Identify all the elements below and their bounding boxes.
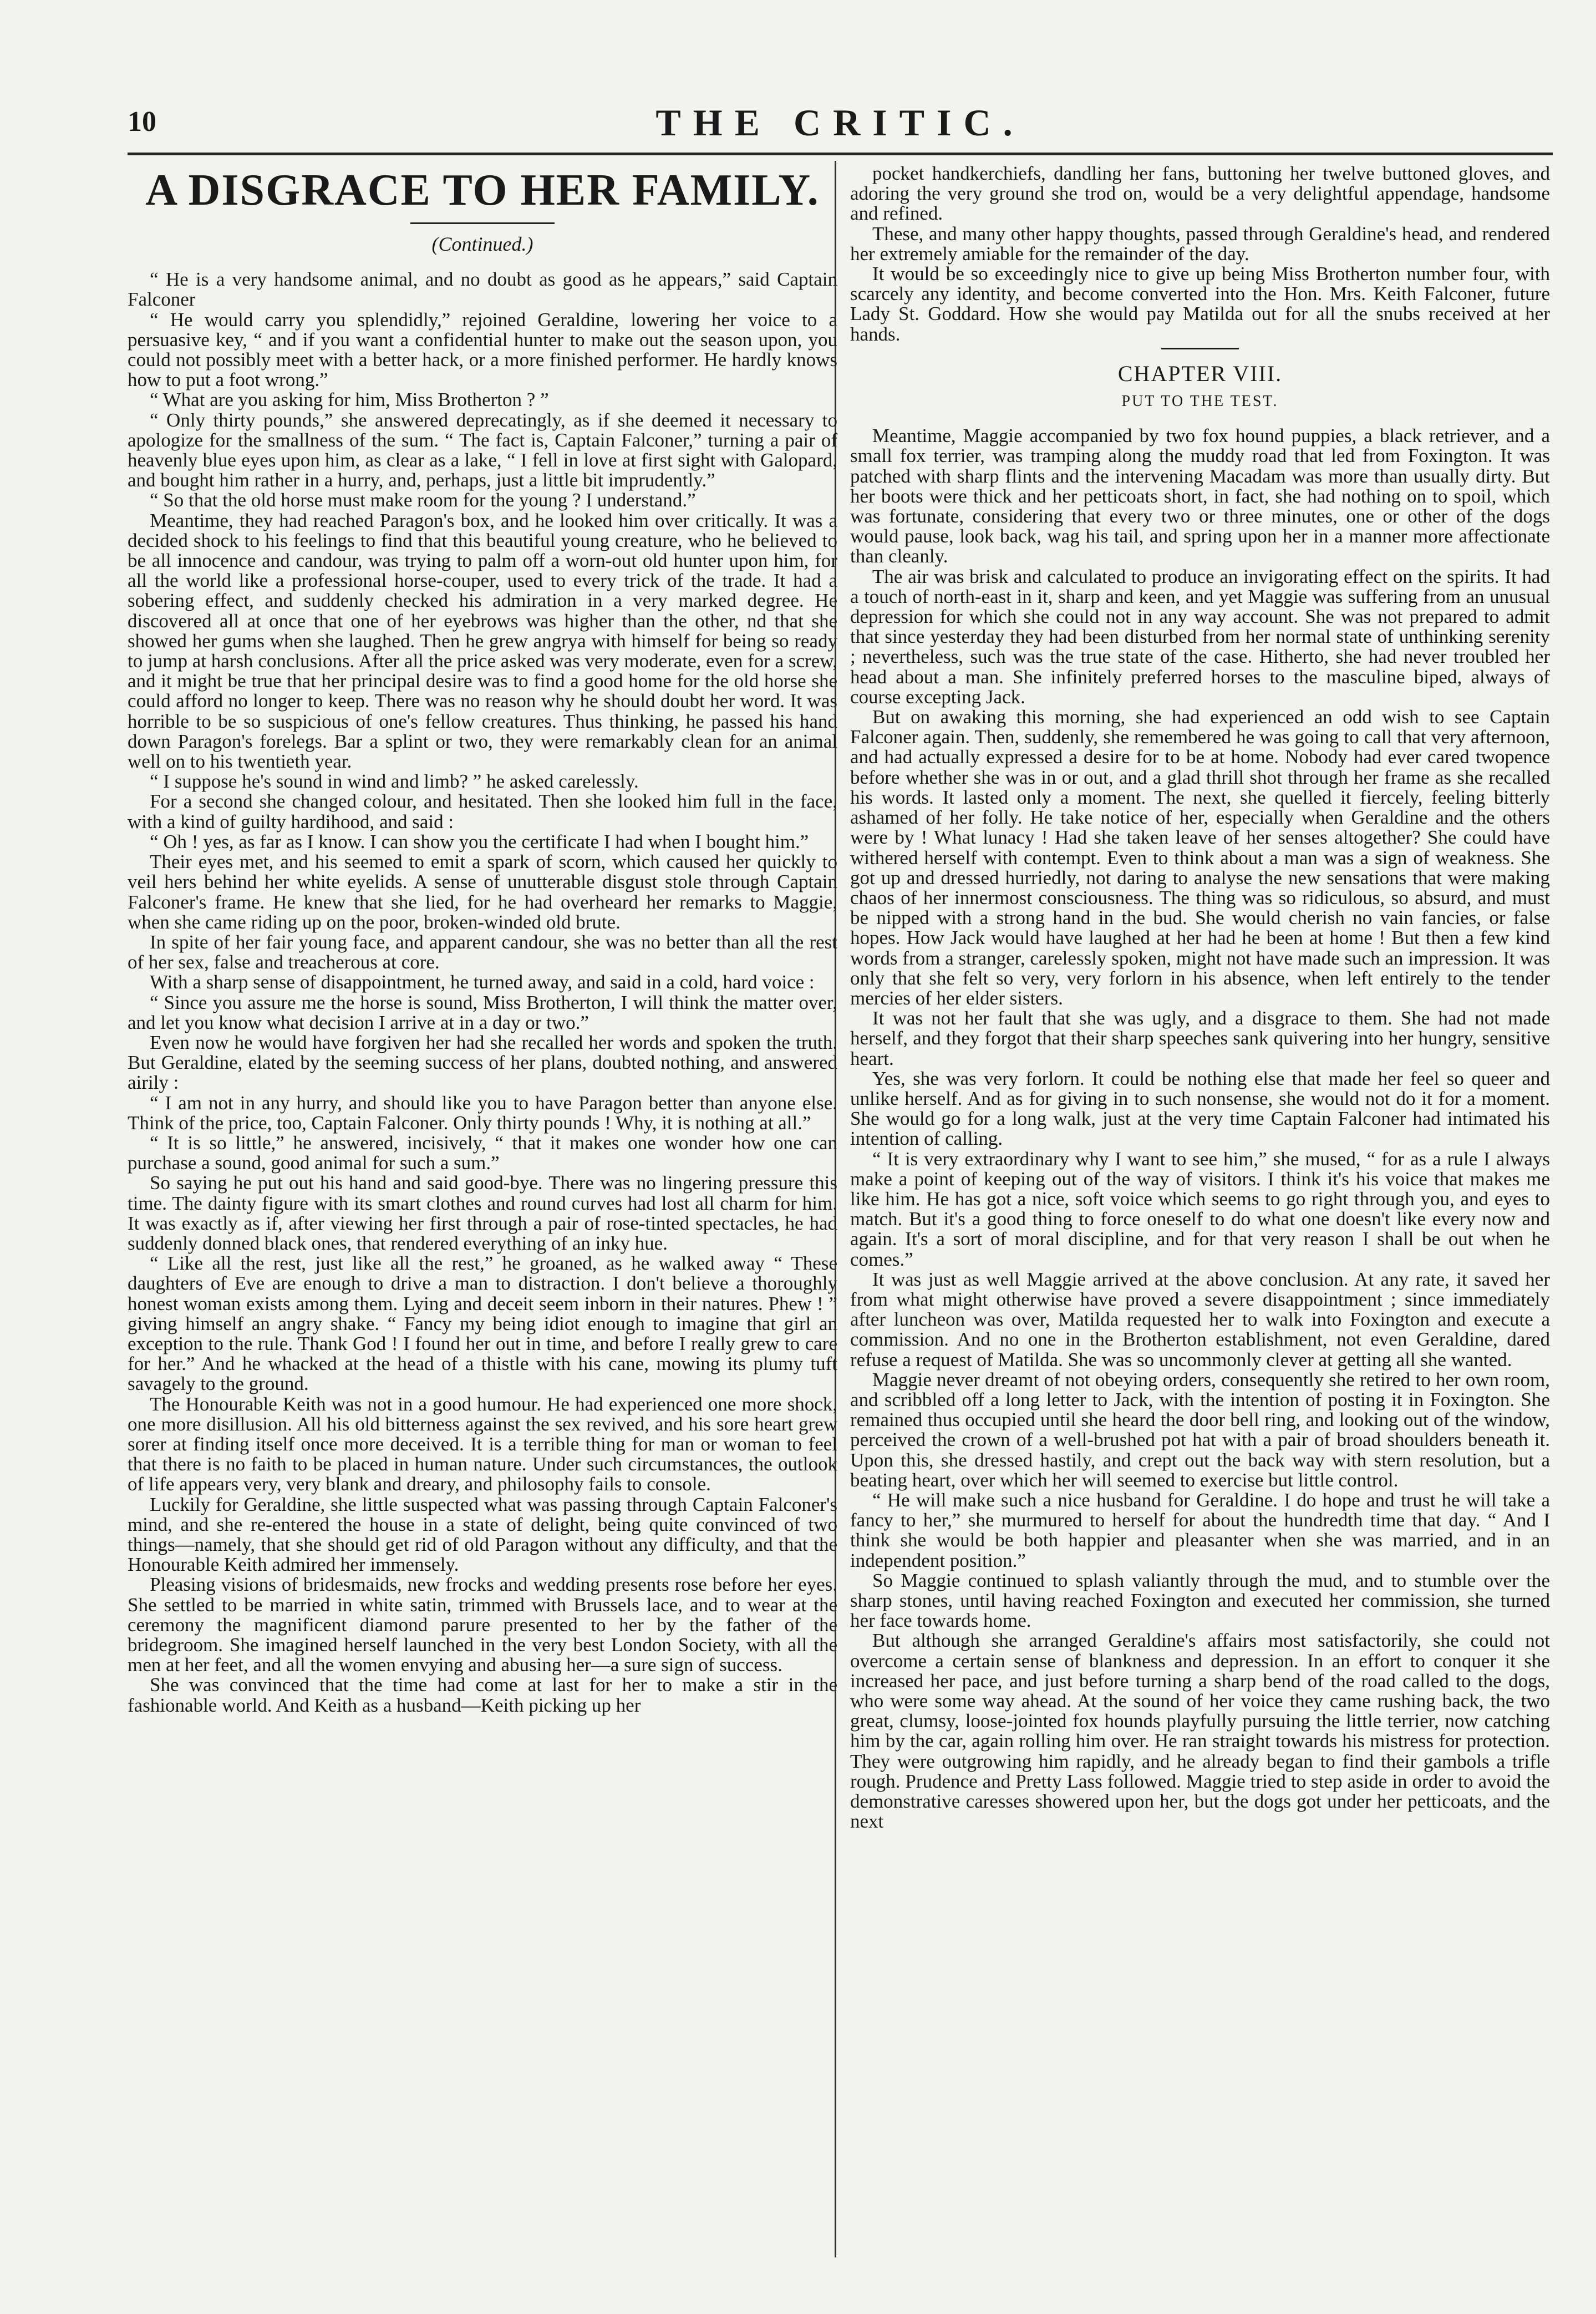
paragraph: Even now he would have forgiven her had she recalled her words and spoken the truth. But Geraldine, elated by the seeming success of her plans, doubted nothing, and answered airily : xyxy=(128,1031,837,1094)
right-intro-paragraphs xyxy=(850,164,1550,344)
paragraph: For a second she changed colour, and hesitated. Then she looked him full in the face, with a kind of guilty hardihood, and said : xyxy=(128,790,837,833)
paragraph: It was just as well Maggie arrived at the above conclusion. At any rate, it saved her from what might otherwise have proved a severe disappointment ; since immediately after luncheon was over, Matilda requested her to walk into Foxington and execute a commission. And no one in the Brotherton establishment, not even Geraldine, dared refuse a request of Matilda. She was so uncommonly clever at getting all she wanted. xyxy=(850,1268,1550,1371)
paragraph: Their eyes met, and his seemed to emit a spark of scorn, which caused her quickly to veil hers behind her white eyelids. A sense of unutterable disgust stole through Captain Falconer's frame. He knew that she lied, for he had overheard her remarks to Maggie, when she came riding up on the poor, broken-winded old brute. xyxy=(128,851,837,933)
paragraph: Maggie never dreamt of not obeying orders, consequently she retired to her own room, and scribbled off a long letter to Jack, with the intention of posting it in Foxington. She remained thus occupied until she heard the door bell ring, and looking out of the window, perceived the crown of a well-brushed pot hat with a pair of broad shoulders beneath it. Upon this, she dressed hastily, and crept out the back way with stern resolution, but a beating heart, over which her will seemed to exercise but little control. xyxy=(850,1368,1550,1491)
paragraph: The Honourable Keith was not in a good humour. He had experienced one more shock, one more disillusion. All his old bitterness against the sex revived, and his sore heart grew sorer at finding itself once more deceived. It is a terrible thing for man or woman to feel that there is no faith to be placed in human nature. Under such circumstances, the outlook of life appears very, very blank and dreary, and philosophy fails to console. xyxy=(128,1393,837,1495)
paragraph: “ He is a very handsome animal, and no doubt as good as he appears,” said Captain Falconer xyxy=(128,268,837,311)
paragraph: But on awaking this morning, she had experienced an odd wish to see Captain Falconer again. Then, suddenly, she remembered he was going to call that very afternoon, and had actually expressed a desire for to be at home. Nobody had ever cared twopence before whether she was in or out, and a glad thrill shot through her frame as she recalled his words. It lasted only a moment. The next, she quelled it fiercely, feeling bitterly ashamed of her folly. He take notice of her, especially when Geraldine and the others were by ! What lunacy ! Had she taken leave of her senses altogether? She could have withered herself with contempt. Even to think about a man was a sign of weakness. She got up and dressed hurriedly, not daring to analyse the new sensations that were making chaos of her innermost consciousness. The thing was so ridiculous, so absurd, and must be nipped with a strong hand in the bud. She would cherish no vain fancies, or false hopes. How Jack would have laughed at her had he been at home ! But then a few kind words from a stranger, carelessly spoken, might not have made such an impression. It was only that she felt so very, very forlorn in his absence, when left entirely to the tender mercies of her elder sisters. xyxy=(850,706,1550,1009)
page-number: 10 xyxy=(128,106,156,138)
masthead: THE CRITIC. xyxy=(655,102,1025,144)
paragraph: “ Only thirty pounds,” she answered deprecatingly, as if she deemed it necessary to apologize for the smallness of the sum. “ The fact is, Captain Falconer,” turning a pair of heavenly blue eyes upon him, as clear as a lake, “ I fell in love at first sight with Galopard, and bought him rather in a hurry, and, perhaps, just a little bit imprudently.” xyxy=(128,409,837,491)
paragraph: So saying he put out his hand and said good-bye. There was no lingering pressure this time. The dainty figure with its smart clothes and round curves had lost all charm for him. It was exactly as if, after viewing her first through a pair of rose-tinted spectacles, he had suddenly donned black ones, that rendered everything of an inky hue. xyxy=(128,1172,837,1254)
paragraph: “ Since you assure me the horse is sound, Miss Brotherton, I will think the matter over, and let you know what decision I arrive at in a day or two.” xyxy=(128,991,837,1033)
paragraph: The air was brisk and calculated to produce an invigorating effect on the spirits. It had a touch of north-east in it, sharp and keen, and yet Maggie was suffering from an unusual depression for which she could not in any way account. She was not prepared to admit that since yesterday they had been disturbed from her normal state of unthinking serenity ; nevertheless, such was the true state of the case. Hitherto, she had never troubled her head about a man. She infinitely preferred horses to the masculine biped, always of course excepting Jack. xyxy=(850,565,1550,708)
continued-label: (Continued.) xyxy=(431,233,533,255)
paragraph: “ So that the old horse must make room for the young ? I understand.” xyxy=(150,489,696,511)
title-rule xyxy=(410,222,555,224)
paragraph: “ It is so little,” he answered, incisively, “ that it makes one wonder how one can purchase a sound, good animal for such a sum.” xyxy=(128,1131,837,1174)
left-paragraphs xyxy=(128,270,837,1716)
chapter-heading: CHAPTER VIII. xyxy=(1117,361,1283,386)
right-column xyxy=(835,164,1550,2249)
chapter-rule xyxy=(1161,348,1239,349)
story-title: A DISGRACE TO HER FAMILY. xyxy=(145,166,820,215)
paragraph: “ Like all the rest, just like all the rest,” he groaned, as he walked away “ These daughters of Eve are enough to drive a man to distraction. I don't believe a thoroughly honest woman exists among them. Lying and deceit seem inborn in their natures. Phew ! ” giving himself an angry shake. “ Fancy my being idiot enough to imagine that girl an exception to the rule. Thank God ! I found her out in time, and before I really grew to care for her.” And he whacked at the head of a thistle with his cane, mowing its plumy tuft savagely to the ground. xyxy=(128,1252,837,1395)
paragraph: Pleasing visions of bridesmaids, new frocks and wedding presents rose before her eyes. She settled to be married in white satin, trimmed with Brussels lace, and to wear at the ceremony the magnificent diamond parure presented to her by the father of the bridegroom. She imagined herself launched in the very best London Society, with all the men at her feet, and all the women envying and abusing her—a sure sign of success. xyxy=(128,1574,837,1676)
page-header xyxy=(128,102,1553,150)
paragraph: Yes, she was very forlorn. It could be nothing else that made her feel so queer and unlike herself. And as for giving in to such nonsense, she would not do it for a moment. She would go for a long walk, just at the very time Captain Falconer had intimated his intention of calling. xyxy=(850,1067,1550,1150)
chapter-subheading: PUT TO THE TEST. xyxy=(1121,393,1279,410)
paragraph: Luckily for Geraldine, she little suspected what was passing through Captain Falconer's mind, and she re-entered the house in a state of delight, being quite convinced of two things—namely, that she should get rid of old Paragon without any difficulty, and that the Honourable Keith admired her immensely. xyxy=(128,1493,837,1576)
paragraph: “ Oh ! yes, as far as I know. I can show you the certificate I had when I bought him.” xyxy=(150,830,809,852)
paragraph: Meantime, they had reached Paragon's box, and he looked him over critically. It was a decided shock to his feelings to find that this beautiful young creature, who he believed to be all innocence and candour, was trying to palm off a worn-out old hunter upon him, for all the world like a professional horse-couper, used to every trick of the trade. It had a sobering effect, and suddenly checked his admiration in a very marked degree. He discovered all at once that one of her eyebrows was higher than the other, nd that she showed her gums when she laughed. Then he grew angrya with himself for being so ready to jump at harsh conclusions. After all the price asked was very moderate, even for a screw, and it might be true that her principal desire was to find a good home for the old horse she could afford no longer to keep. There was no reason why he should doubt her word. It was horrible to be so suspicious of one's fellow creatures. Thus thinking, he passed his hand down Paragon's forelegs. Bar a splint or two, they were remarkably clean for an animal well on to his twentieth year. xyxy=(128,509,837,773)
paragraph: “ I am not in any hurry, and should like you to have Paragon better than anyone else. Think of the price, too, Captain Falconer. Only thirty pounds ! Why, it is nothing at all.” xyxy=(128,1092,837,1134)
paragraph: So Maggie continued to splash valiantly through the mud, and to stumble over the sharp stones, until having reached Foxington and executed her commission, she turned her face towards home. xyxy=(850,1569,1550,1632)
paragraph: In spite of her fair young face, and apparent candour, she was no better than all the rest of her sex, false and treacherous at core. xyxy=(128,931,837,973)
paragraph: pocket handkerchiefs, dandling her fans, buttoning her twelve buttoned gloves, and adoring the very ground she trod on, would be a very delightful appendage, handsome and refined. xyxy=(850,164,1550,225)
paragraph: “ He would carry you splendidly,” rejoined Geraldine, lowering her voice to a persuasive key, “ and if you want a confidential hunter to make out the season upon, you could not possibly meet with a better hack, or a more finished performer. He hardly knows how to put a foot wrong.” xyxy=(128,308,837,391)
right-paragraphs xyxy=(850,426,1550,1831)
left-column xyxy=(128,164,843,2249)
paragraph: “ What are you asking for him, Miss Brotherton ? ” xyxy=(150,389,549,411)
paragraph: “ I suppose he's sound in wind and limb? ” he asked carelessly. xyxy=(150,770,639,793)
paragraph: It would be so exceedingly nice to give up being Miss Brotherton number four, with scarcely any identity, and become converted into the Hon. Mrs. Keith Falconer, future Lady St. Goddard. How she would pay Matilda out for all the snubs received at her hands. xyxy=(850,263,1550,345)
paragraph: With a sharp sense of disappointment, he turned away, and said in a cold, hard voice : xyxy=(150,971,815,993)
paragraph: “ It is very extraordinary why I want to see him,” she mused, “ for as a rule I always make a point of keeping out of the way of visitors. I think it's his voice that makes me like him. He has got a nice, soft voice which seems to go right through you, and eyes to match. But it's a good thing to force oneself to do what one doesn't like every now and again. It's a sort of moral discipline, and for that very reason I shall be out when he comes.” xyxy=(850,1148,1550,1270)
paragraph: It was not her fault that she was ugly, and a disgrace to them. She had not made herself, and they forgot that their sharp speeches sank quivering into her hungry, sensitive heart. xyxy=(850,1007,1550,1069)
paragraph: She was convinced that the time had come at last for her to make a stir in the fashionable world. And Keith as a husband—Keith picking up her xyxy=(128,1674,837,1716)
header-rule xyxy=(128,153,1553,155)
paragraph: But although she arranged Geraldine's affairs most satisfactorily, she could not overcome a certain sense of blankness and depression. In an effort to conquer it she increased her pace, and just before turning a sharp bend of the road called to the dogs, who were some way ahead. At the sound of her voice they came rushing back, the two great, clumsy, loose-jointed fox hounds playfully pursuing the little terrier, now catching him by the car, again rolling him over. He ran straight towards his mistress for protection. They were outgrowing him rapidly, and he already began to find their gambols a trifle rough. Prudence and Pretty Lass followed. Maggie tried to step aside in order to avoid the demonstrative caresses showered upon her, but the dogs got under her petticoats, and the next xyxy=(850,1630,1550,1833)
paragraph: “ He will make such a nice husband for Geraldine. I do hope and trust he will take a fancy to her,” she murmured to herself for about the hundredth time that day. “ And I think she would be both happier and pleasanter when she was married, and in an independent position.” xyxy=(850,1489,1550,1571)
paragraph: Meantime, Maggie accompanied by two fox hound puppies, a black retriever, and a small fox terrier, was tramping along the muddy road that led from Foxington. It was patched with sharp flints and the intervening Macadam was more than usually dirty. But her boots were thick and her petticoats short, in fact, she had nothing on to spoil, which was fortunate, considering that every two or three minutes, one or other of the dogs would pause, look back, wag his tail, and spring upon her in a manner more affectionate than cleanly. xyxy=(850,425,1550,567)
paragraph: These, and many other happy thoughts, passed through Geraldine's head, and rendered her extremely amiable for the remainder of the day. xyxy=(850,222,1550,265)
